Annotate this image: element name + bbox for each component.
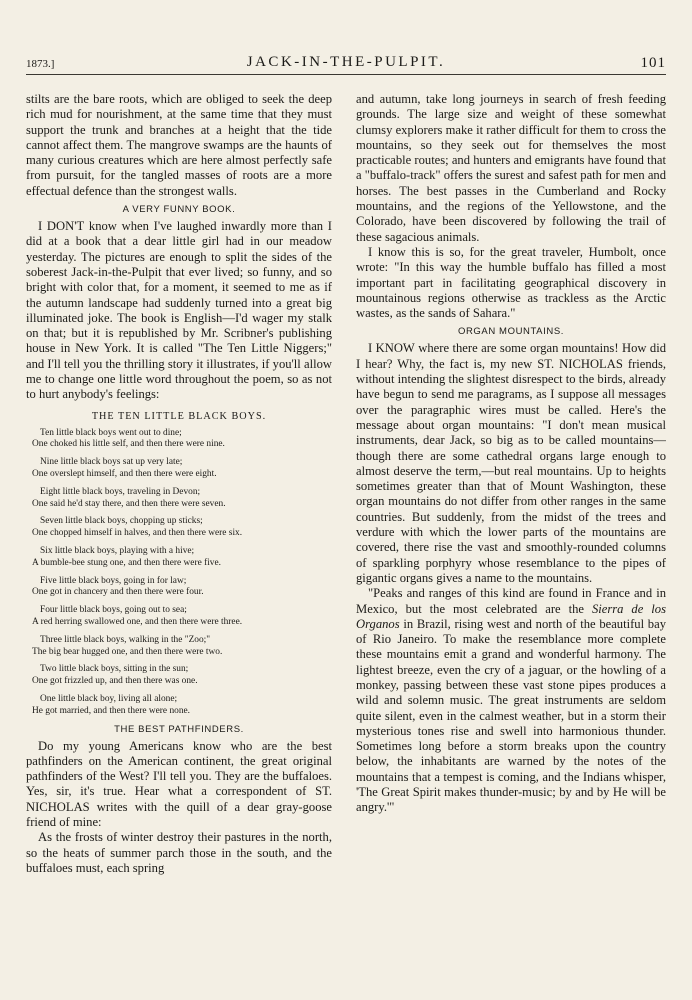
paragraph-body: in Brazil, rising west and north of the beautiful bay of Rio Janeiro. To make the resemblance more complete these mountains emit a grand and wonderful harmony. The lightest breeze, even the cry of a jaguar, or the howling of a monkey, passing between these vast stone pipes produces a wild and solemn music. The great instruments are seldom quite silent, even in the calmest weather, but in a storm their mysterious tones rise and swell into harmonious thunder. Sometimes long before a storm breaks upon the country below, the inhabitants are warned by the notes of the mountains that a tempest is coming, and the Indians whisper, 'The Great Spirit makes thunder-music; by and by He will be angry.'" (356, 616, 666, 815)
poem-line: Six little black boys, playing with a hive; (40, 546, 195, 557)
poem-line: Three little black boys, walking in the "Zoo;" (40, 634, 211, 645)
poem-line: Ten little black boys went out to dine; (40, 427, 182, 438)
poem-stanza (26, 487, 332, 511)
section-heading-funny-book: A VERY FUNNY BOOK. (122, 204, 236, 216)
poem-stanza (26, 694, 332, 718)
poem-line: Eight little black boys, traveling in Devon; (40, 486, 201, 497)
poem-line: One said he'd stay there, and then there were seven. (32, 498, 226, 509)
poem-line: One chopped himself in halves, and then there were six. (32, 528, 243, 539)
running-header (26, 54, 666, 75)
section-heading-pathfinders: THE BEST PATHFINDERS. (114, 723, 244, 735)
poem-line: He got married, and then there were none. (32, 705, 191, 716)
humbolt-paragraph: I know this is so, for the great traveler, Humbolt, once wrote: "In this way the humble buffalo has filled a most important part in facilitating geographical discovery in mountainous regions otherwise as trackless as the Arctic wastes, as the sands of Sahara." (356, 244, 666, 321)
poem-stanza (26, 546, 332, 570)
paragraph-lead: I DON'T (38, 219, 85, 234)
poem-line: Four little black boys, going out to sea; (40, 605, 187, 616)
header-title: JACK-IN-THE-PULPIT. (246, 54, 446, 70)
poem-stanza (26, 605, 332, 629)
poem-line: Seven little black boys, chopping up sticks; (40, 516, 203, 527)
poem-line: One choked his little self, and then there were nine. (32, 439, 225, 450)
poem-stanza (26, 516, 332, 540)
poem-line: The big bear hugged one, and then there were two. (32, 646, 223, 657)
poem (26, 411, 332, 718)
paragraph-body: know when I've laughed inwardly more than I did at a book that a dear little girl had in our meadow yesterday. The pictures are enough to split the sides of the soberest Jack-in-the-Pulpit that ever lived; so funny, and so bright with color that, for a moment, it seemed to me as if the autumn landscape had suddenly turned into a great big illuminated joke. The book is English—I'd wager my stalk on that; but it is republished by Mr. Scribner's publishing house in New York. It is called "The Ten Little Niggers;" and I'll tell you the thrilling story it illustrates, if you'll allow me to change one little word throughout the poem, so as not to hurt anybody's feelings: (26, 219, 332, 402)
organ-mountains-paragraph (356, 341, 666, 586)
header-year: 1873.] (26, 58, 55, 70)
poem-line: A bumble-bee stung one, and then there were five. (32, 557, 221, 568)
poem-line: Two little black boys, sitting in the sun; (40, 664, 189, 675)
place-name-italic: Sierra de los Organos (356, 601, 666, 631)
poem-line: Nine little black boys sat up very late; (40, 457, 183, 468)
paragraph-lead: I KNOW (368, 341, 415, 356)
poem-stanza (26, 457, 332, 481)
poem-stanza (26, 576, 332, 600)
page-number: 101 (640, 55, 666, 71)
poem-title: THE TEN LITTLE BLACK BOYS. (91, 410, 267, 422)
poem-line: One got in chancery and then there were four. (32, 587, 204, 598)
poem-stanza (26, 635, 332, 659)
section-heading-organ-mountains: ORGAN MOUNTAINS. (457, 326, 564, 338)
paragraph-body: "Peaks and ranges of this kind are found in France and in Mexico, but the most celebrated are the (356, 586, 666, 616)
funny-book-paragraph (26, 219, 332, 403)
left-column (26, 92, 332, 992)
sierra-paragraph (356, 586, 666, 815)
poem-stanza (26, 428, 332, 452)
poem-line: A red herring swallowed one, and then there were three. (32, 617, 243, 627)
buffalo-quote-paragraph: As the frosts of winter destroy their pastures in the north, so the heats of summer parch those in the south, and the buffaloes must, each spring (26, 830, 332, 875)
pathfinders-paragraph: Do my young Americans know who are the best pathfinders on the American continent, the great original pathfinders of the West? I'll tell you. They are the buffaloes. Yes, sir, it's true. Hear what a correspondent of ST. NICHOLAS writes with the quill of a dear gray-goose friend of mine: (26, 738, 332, 830)
poem-stanza (26, 664, 332, 688)
poem-line: One got frizzled up, and then there was one. (32, 676, 198, 687)
right-column (356, 92, 666, 992)
paragraph-body: where there are some organ mountains! How did I hear? Why, the fact is, my new ST. NICHOLAS friends, without intending the slightest disrespect to the birds, already have begun to send me paragrams, as I suppose all messages over the paragraphic wires must be called. Here's the message about organ mountains: "I don't mean musical instruments, dear Jack, so big as to be called mountains—though there are some cathedral organs large enough to almost deserve the term,—but real mountains. Up to heights sometimes greater than that of Mount Washington, these organ mountains do not differ from other ranges in the same countries. But suddenly, from the midst of the trees and verdure with which the lower parts of the mountains are covered, there rise the vast and smoothly-rounded columns of sparkling porphyry whose resemblance to the pipes of gigantic organs gives a name to the mountains. (356, 341, 666, 585)
poem-line: One little black boy, living all alone; (40, 693, 178, 704)
poem-line: One overslept himself, and then there were eight. (32, 469, 217, 480)
buffalo-continued-paragraph: and autumn, take long journeys in search of fresh feeding grounds. The large size and weight of these somewhat clumsy explorers make it rather difficult for them to cross the mountains, so they seek out for themselves the most practicable routes; and hunters and emigrants have found that a "buffalo-track" offers the surest and safest path for men and horses. The best passes in the Cumberland and Rocky mountains, and the regions of the Yellowstone, and the Colorado, have been discovered by following the trail of these sagacious animals. (356, 92, 666, 244)
poem-line: Five little black boys, going in for law; (40, 575, 187, 586)
mangrove-paragraph: stilts are the bare roots, which are obliged to seek the deep rich mud for nourishment, at the same time that they must support the trunk and branches at a height that the tide cannot affect them. The mangrove swamps are the haunts of many curious creatures which are here almost perfectly safe from pursuit, for the tangled masses of roots are a more effectual defence than the strongest walls. (26, 92, 332, 198)
